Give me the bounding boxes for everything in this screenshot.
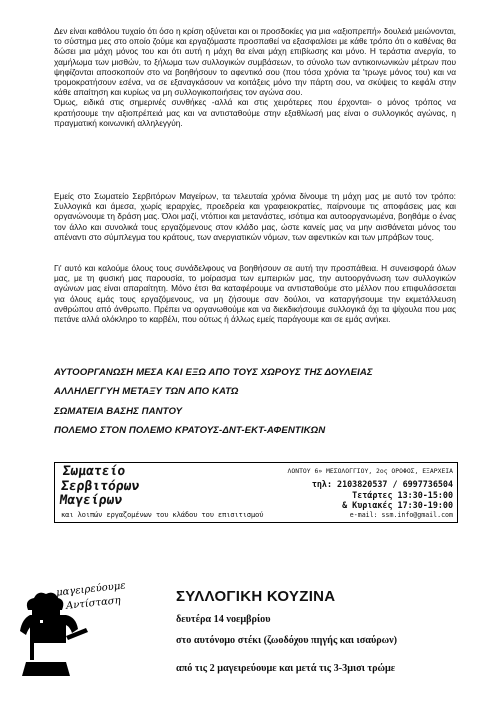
union-paragraph: Εμείς στο Σωματείο Σερβιτόρων Μαγείρων, τα τελευταία χρόνια δίνουμε τη μάχη μας με αυτό τον τρόπο: Συλλογικά και άμεσα, χωρίς ιεραρχίες, προεδρεία και γραφειοκρατίες, παίρνουμε τις αποφάσεις μας και οργανώνουμε τη δράση μας. Όλοι μαζί, ντόπιοι και μετανάστες, ισότιμα και αυτοοργανωμένα, βοηθάμε ο ένας τον άλλο και συνολικά τους εργαζόμενους στον κλάδο μας, ώστε κανείς μας να μην αισθάνεται μόνος του απέναντι στο σύμπλεγμα του κράτους, των ανεργιατικών νόμων, των αφεντικών και των μπράβων τους.	[54, 191, 456, 242]
intro-text-2: Όμως, ειδικά στις σημερινές συνθήκες -αλλά και στις χειρότερες που έρχονται- ο μόνος τρόπος να κρατήσουμε την αξιοπρέπειά μας και να αντισταθούμε στην εξαθλίωσή μας είναι ο συλλογικός αγώνας, η πραγματική κοινωνική αλληλεγγύη.	[54, 97, 456, 128]
union-address: ΛΟΝΤΟΥ 6» ΜΕΣΟΛΟΓΓΙΟΥ, 2ος ΟΡΟΦΟΣ, ΕΞΑΡΧΕΙΑ	[287, 467, 453, 475]
union-info-box	[54, 462, 458, 523]
slogan-list	[54, 363, 474, 440]
union-hours: Τετάρτες 13:30-15:00	[352, 490, 453, 500]
chef-silhouette-icon	[20, 580, 140, 680]
slogan: ΣΩΜΑΤΕΙΑ ΒΑΣΗΣ ΠΑΝΤΟΥ	[54, 405, 183, 417]
union-hours: & Κυριακές 17:30-19:00	[342, 500, 453, 510]
logo-text: μαγειρεύουμε	[55, 580, 127, 599]
logo	[20, 580, 140, 680]
logo-text: Αντίσταση	[65, 595, 122, 612]
call-paragraph: Γι' αυτό και καλούμε όλους τους συνάδελφους να βοηθήσουν σε αυτή την προσπάθεια. Η συνεισφορά όλων μας, με τη φυσική μας παρουσία, το μοίρασμα των εμπειριών μας, την αυτοοργάνωση των συλλογικών αγώνων μας είναι απαραίτητη. Μόνο έτσι θα καταφέρουμε να αντισταθούμε στο μέλλον που επιφυλάσσεται για όλους εμάς τους εργαζόμενους, να μη ζήσουμε σαν δούλοι, να καταργήσουμε την εκμετάλλευση ανθρώπου από άνθρωπο. Πρέπει να οργανωθούμε και να διεκδικήσουμε συλλογικά όχι τα ψίχουλα που μας πετάνε αλλά ολόκληρο το καρβέλι, που ούτως ή άλλως εμείς παράγουμε και σε εμάς ανήκει.	[54, 263, 456, 325]
intro-paragraph	[54, 26, 456, 128]
event-title: ΣΥΛΛΟΓΙΚΗ ΚΟΥΖΙΝΑ	[176, 588, 336, 605]
slogan: ΑΛΛΗΛΕΓΓΥΗ ΜΕΤΑΞΥ ΤΩΝ ΑΠΟ ΚΑΤΩ	[54, 386, 239, 398]
intro-text: Δεν είναι καθόλου τυχαίο ότι όσο η κρίση οξύνεται και οι προσδοκίες για μια «αξιοπρεπή» δουλειά μειώνονται, το σύστημα μες στο οποίο ζούμε και εργαζόμαστε προσπαθεί να εξασφαλίσει με κάθε τρόπο ότι ο καθένας θα δώσει μια μάχη μόνος του και ότι αυτή η μάχη θα είναι μάχη επιβίωσης και μόνο. Η τεράστια ανεργία, το χαμήλωμα των μισθών, το ξήλωμα των συλλογικών συμβάσεων, το σύνολο των αντικοινωνικών μέτρων που ψηφίζονται αποσκοπούν στο να βοηθήσουν το αφεντικό σου (που τόσα χρόνια τα 'τρωγε μόνος του) και να τρομοκρατήσουν εσένα, να σε εξαναγκάσουν να κοιτάξεις μόνο την πάρτη σου, να σκύψεις το κεφάλι στην κάθε απαίτηση και κυρίως να μη συλλογικοποιήσεις τον αγώνα σου.	[54, 26, 456, 98]
union-name-line: Σερβιτόρων	[60, 478, 141, 494]
union-name-line: Σωματείο	[61, 464, 127, 479]
slogan: ΑΥΤΟΟΡΓΑΝΩΣΗ ΜΕΣΑ ΚΑΙ ΕΞΩ ΑΠΟ ΤΟΥΣ ΧΩΡΟΥΣ ΤΗΣ ΔΟΥΛΕΙΑΣ	[54, 367, 373, 378]
union-phone: τηλ: 2103820537 / 6997736504	[311, 479, 453, 489]
slogan: ΠΟΛΕΜΟ ΣΤΟΝ ΠΟΛΕΜΟ ΚΡΑΤΟΥΣ-ΔΝΤ-ΕΚΤ-ΑΦΕΝΤΙΚΩΝ	[54, 424, 326, 436]
union-contact	[288, 466, 453, 520]
union-name-line: Μαγείρων	[58, 493, 123, 508]
event-date: δευτέρα 14 νοεμβρίου	[176, 614, 271, 625]
union-email: e-mail: ssm.info@gmail.com	[349, 511, 453, 519]
event-place: στο αυτόνομο στέκι (ζωοδόχου πηγής και ισαύρων)	[176, 635, 398, 646]
event-time: από τις 2 μαγειρεύουμε και μετά τις 3-3μισι τρώμε	[176, 663, 396, 674]
union-subtitle: και λοιπών εργαζομένων του κλάδου του επισιτισμού	[61, 510, 264, 519]
union-name	[59, 465, 142, 509]
